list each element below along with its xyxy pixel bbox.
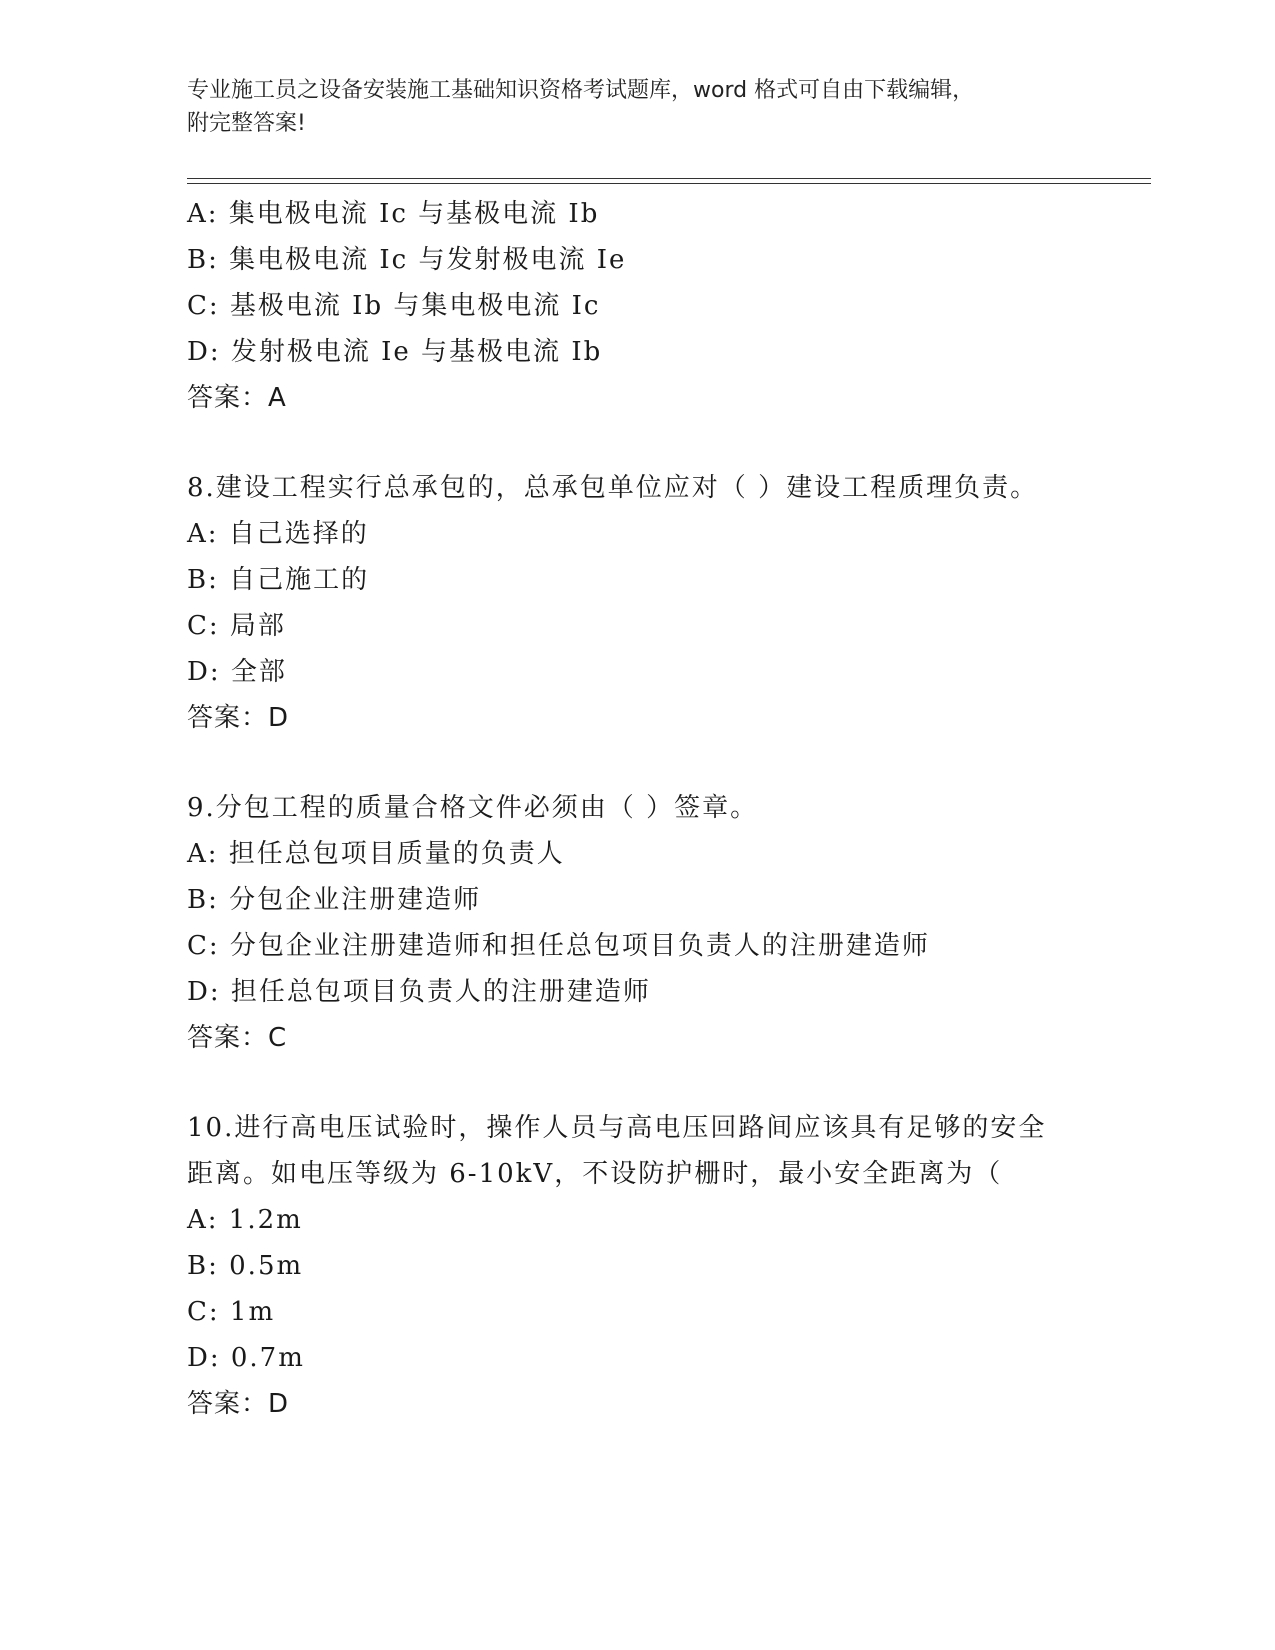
answer-line: 答案：A	[187, 383, 287, 413]
option-a: A: 自己选择的	[187, 519, 369, 549]
question-text: 8.建设工程实行总承包的，总承包单位应对（ ）建设工程质理负责。	[187, 473, 1039, 503]
header-divider-thin	[187, 183, 1151, 184]
question-list	[187, 191, 1137, 1427]
option-d: D: 发射极电流 Ie 与基极电流 Ib	[187, 337, 603, 367]
option-c: C: 基极电流 Ib 与集电极电流 Ic	[187, 291, 601, 321]
question-7-block	[187, 191, 1137, 421]
option-d: D: 担任总包项目负责人的注册建造师	[187, 977, 651, 1007]
option-d: D: 0.7m	[187, 1343, 305, 1373]
option-c: C: 局部	[187, 611, 286, 641]
question-8-block	[187, 465, 1137, 741]
answer-line: 答案：C	[187, 1023, 288, 1053]
question-10-block	[187, 1105, 1137, 1427]
option-a: A: 1.2m	[187, 1205, 303, 1235]
option-d: D: 全部	[187, 657, 287, 687]
option-b: B: 0.5m	[187, 1251, 304, 1281]
option-b: B: 自己施工的	[187, 565, 370, 595]
header-line-2: 附完整答案!	[187, 111, 306, 136]
option-a: A: 担任总包项目质量的负责人	[187, 839, 565, 869]
option-b: B: 集电极电流 Ic 与发射极电流 Ie	[187, 245, 627, 275]
question-text: 9.分包工程的质量合格文件必须由（ ）签章。	[187, 793, 759, 823]
answer-line: 答案：D	[187, 703, 290, 733]
header-line-1: 专业施工员之设备安装施工基础知识资格考试题库，word 格式可自由下载编辑，	[187, 78, 975, 103]
document-header	[187, 74, 1087, 140]
option-c: C: 分包企业注册建造师和担任总包项目负责人的注册建造师	[187, 931, 930, 961]
option-b: B: 分包企业注册建造师	[187, 885, 482, 915]
header-divider-thick	[187, 178, 1151, 179]
question-text-line-2: 距离。如电压等级为 6-10kV，不设防护栅时，最小安全距离为（	[187, 1159, 1003, 1189]
answer-line: 答案：D	[187, 1389, 290, 1419]
question-text-line-1: 10.进行高电压试验时，操作人员与高电压回路间应该具有足够的安全	[187, 1113, 1047, 1143]
question-9-block	[187, 785, 1137, 1061]
option-c: C: 1m	[187, 1297, 276, 1327]
option-a: A: 集电极电流 Ic 与基极电流 Ib	[187, 199, 600, 229]
